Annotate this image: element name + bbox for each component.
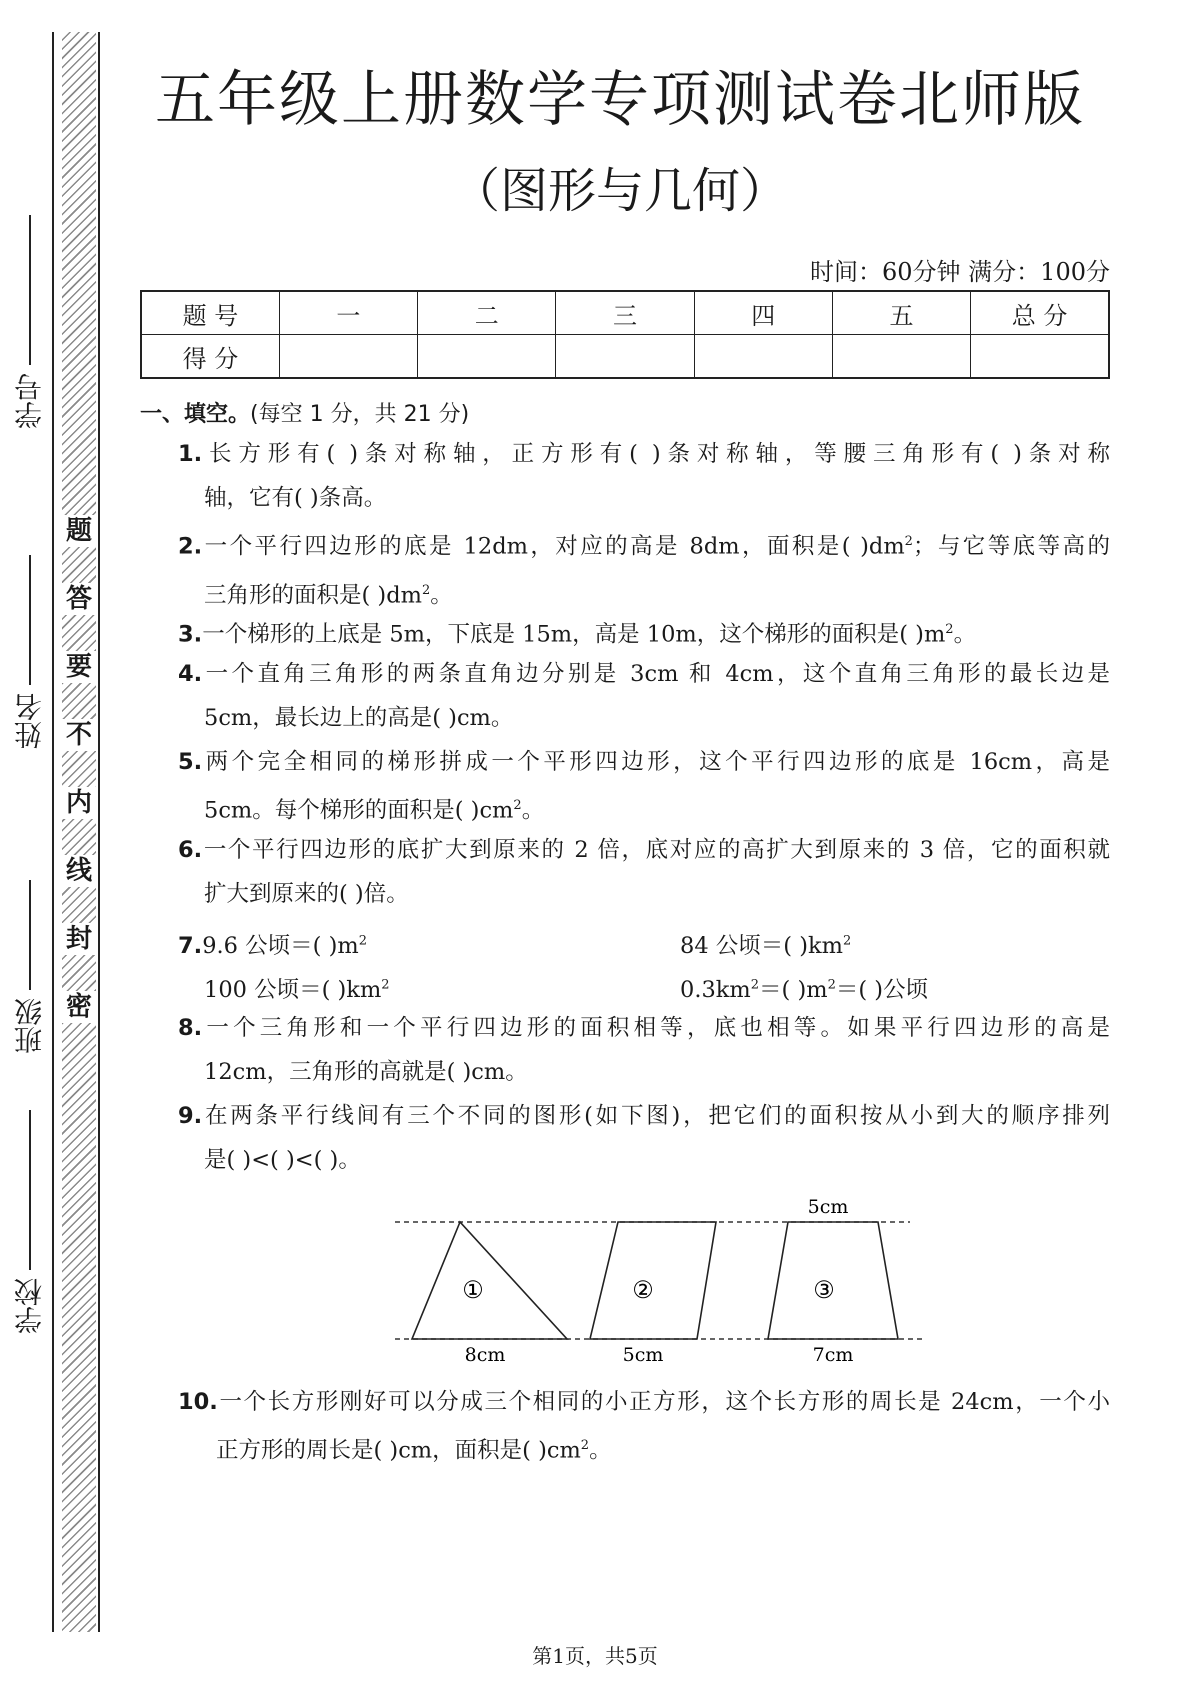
student-id-label: 学号 [13, 373, 46, 429]
question-7-c [204, 972, 390, 1004]
question-number: 5. [178, 749, 203, 775]
question-text: ＝( )公顷 [835, 977, 929, 1003]
superscript: 2 [421, 582, 431, 598]
superscript: 2 [904, 534, 913, 549]
question-number: 2. [178, 533, 203, 560]
score-header-cell: 四 [694, 291, 832, 335]
question-text: 5cm。每个梯形的面积是( )cm [204, 797, 514, 824]
score-input-cell[interactable] [556, 335, 694, 379]
score-header-cell: 二 [418, 291, 556, 335]
top-length-label: 5cm [807, 1196, 849, 1218]
question-text: 两个完全相同的梯形拼成一个平形四边形，这个平行四边形的底是 16cm，高是 [202, 749, 1110, 775]
question-text: 轴，它有( )条高。 [204, 485, 387, 511]
parallel-lines-figure [390, 1195, 930, 1365]
question-number: 4. [178, 661, 203, 687]
score-row-label: 得 分 [141, 335, 279, 379]
warning-char: 密 [62, 991, 96, 1023]
superscript: 2 [842, 933, 852, 949]
question-text: 一个平行四边形的底是 12dm，对应的高是 8dm，面积是( )dm [202, 533, 905, 560]
superscript: 2 [513, 798, 522, 813]
superscript: 2 [358, 933, 367, 949]
warning-char: 要 [62, 651, 96, 683]
question-6 [178, 828, 1110, 916]
question-text: 一个长方形刚好可以分成三个相同的小正方形，这个长方形的周长是 24cm，一个小 [217, 1389, 1110, 1415]
score-input-cell[interactable] [971, 335, 1109, 379]
question-text: ＝( )m [759, 977, 828, 1003]
question-number: 3. [178, 621, 203, 648]
score-header-cell: 五 [832, 291, 970, 335]
triangle-shape [412, 1222, 567, 1339]
question-text: 扩大到原来的( )倍。 [204, 881, 409, 907]
question-text: 9.6 公顷＝( )m [202, 933, 359, 959]
question-text: 正方形的周长是( )cm，面积是( )cm [216, 1437, 581, 1464]
question-1 [178, 432, 1110, 520]
score-table [140, 290, 1110, 379]
score-input-cell[interactable] [694, 335, 832, 379]
question-text: 0.3km [680, 977, 751, 1003]
warning-char: 封 [62, 923, 96, 955]
question-4 [178, 652, 1110, 740]
question-10 [178, 1380, 1110, 1473]
question-8 [178, 1006, 1110, 1094]
superscript: 2 [750, 977, 760, 993]
question-text: 12cm，三角形的高就是( )cm。 [204, 1059, 528, 1085]
score-input-cell[interactable] [418, 335, 556, 379]
question-text: 一个梯形的上底是 5m，下底是 15m，高是 10m，这个梯形的面积是( )m [202, 621, 946, 648]
section-note: (每空 1 分，共 21 分) [250, 402, 470, 427]
base-1-label: 8cm [464, 1344, 506, 1365]
question-number: 6. [178, 837, 203, 863]
shape-1-label: ① [462, 1276, 484, 1304]
score-header-cell: 三 [556, 291, 694, 335]
question-number: 9. [178, 1103, 203, 1129]
question-text: 一个三角形和一个平行四边形的面积相等，底也相等。如果平行四边形的高是 [202, 1015, 1110, 1041]
section-label: 一、填空。 [140, 402, 251, 427]
question-3 [178, 608, 1110, 657]
superscript: 2 [827, 977, 836, 993]
page-footer: 第1页，共5页 [532, 1644, 658, 1668]
question-text: 在两条平行线间有三个不同的图形(如下图)，把它们的面积按从小到大的顺序排列 [202, 1103, 1110, 1129]
score-input-cell[interactable] [279, 335, 417, 379]
question-text: 三角形的面积是( )dm [204, 582, 422, 608]
score-header-cell: 题 号 [141, 291, 279, 335]
warning-char: 内 [62, 787, 96, 819]
question-text: 是( )<( )<( )。 [204, 1147, 361, 1173]
question-2 [178, 520, 1110, 617]
score-header-cell: 总 分 [971, 291, 1109, 335]
warning-char: 不 [62, 719, 96, 751]
name-label: 姓名 [13, 693, 46, 749]
question-text: 。 [430, 582, 453, 608]
question-7-a [178, 928, 367, 960]
score-header-cell: 一 [279, 291, 417, 335]
question-text: 长方形有( )条对称轴，正方形有( )条对称轴，等腰三角形有( )条对称 [202, 441, 1110, 467]
question-number: 8. [178, 1015, 203, 1041]
question-text: 5cm，最长边上的高是( )cm。 [204, 705, 514, 731]
shape-3-label: ③ [813, 1276, 835, 1304]
question-number: 1. [178, 441, 203, 467]
superscript: 2 [381, 977, 390, 993]
score-table-header-row [141, 291, 1109, 335]
page-title: 五年级上册数学专项测试卷北师版 [155, 65, 1085, 135]
question-text: ；与它等底等高的 [912, 533, 1110, 560]
class-field[interactable] [6, 880, 54, 1054]
binding-border-right [98, 32, 100, 1632]
question-text: 。 [521, 797, 545, 824]
question-text: 84 公顷＝( )km [680, 933, 843, 959]
score-input-cell[interactable] [832, 335, 970, 379]
question-number: 10. [178, 1389, 218, 1415]
name-field[interactable] [6, 555, 54, 749]
section-heading [140, 397, 469, 428]
binding-hatch-strip [62, 32, 96, 1632]
time-info: 时间：60分钟 满分：100分 [810, 258, 1110, 286]
question-7-d [680, 972, 928, 1004]
base-3-label: 7cm [812, 1344, 854, 1365]
class-label: 班级 [13, 998, 46, 1054]
shape-2-label: ② [632, 1276, 654, 1304]
question-text: 。 [953, 621, 977, 648]
school-field[interactable] [6, 1110, 54, 1334]
base-2-label: 5cm [622, 1344, 664, 1365]
question-text: 一个直角三角形的两条直角边分别是 3cm 和 4cm，这个直角三角形的最长边是 [202, 661, 1110, 687]
warning-char: 题 [62, 515, 96, 547]
question-9 [178, 1094, 1110, 1182]
question-text: 100 公顷＝( )km [204, 977, 382, 1003]
superscript: 2 [580, 1438, 590, 1453]
superscript: 2 [945, 622, 954, 637]
school-label: 学校 [13, 1278, 46, 1334]
page-subtitle: （图形与几何） [451, 163, 788, 219]
score-table-score-row [141, 335, 1109, 379]
question-text: 。 [589, 1437, 612, 1464]
question-5 [178, 740, 1110, 833]
question-7-b [680, 928, 851, 960]
question-text: 一个平行四边形的底扩大到原来的 2 倍，底对应的高扩大到原来的 3 倍，它的面积就 [202, 837, 1110, 863]
student-id-field[interactable] [6, 215, 54, 429]
warning-char: 答 [62, 583, 96, 615]
question-number: 7. [178, 933, 203, 959]
warning-char: 线 [62, 855, 96, 887]
